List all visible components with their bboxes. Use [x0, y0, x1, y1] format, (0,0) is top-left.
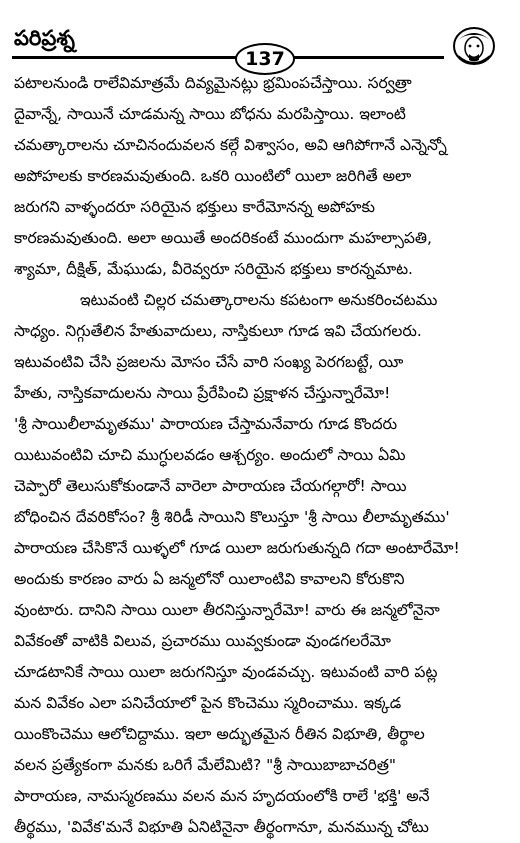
text-line: హేతు, నాస్తికవాదులను సాయి ప్రేరేపించి ప్రక్షాళన చేస్తున్నారేమో! — [14, 384, 391, 402]
text-line: బోధించిన దేవరికోసం? శ్రీ శిరిడీ సాయిని కొలుస్తూ 'శ్రీ సాయి లీలామృతము' — [14, 508, 450, 526]
sai-baba-portrait-icon — [450, 26, 498, 68]
text-line: పారాయణ, నామస్మరణము వలన మన హృదయంలోకి రాలే 'భక్తి' అనే — [14, 787, 430, 805]
text-line: చెప్పారో తెలుసుకోకుండానే వారెలా పారాయణ చేయగల్గారో! సాయి — [14, 477, 407, 495]
page-number: 137 — [245, 48, 285, 70]
text-line: వుంటారు. దానిని సాయి యిలా తీరనిస్తున్నారేమో! వారు ఈ జన్మలోనైనా — [14, 601, 440, 619]
text-line: చూడటానికే సాయి యిలా జరుగనిస్తూ వుండవచ్చు. ఇటువంటి వారి పట్ల — [14, 663, 438, 681]
text-line: కారణమవుతుంది. అలా అయితే అందరికంటే ముందుగా మహల్సాపతి, — [14, 229, 432, 247]
text-line: యింకొంచెము ఆలోచిద్దాము. ఇలా అద్భుతమైన రీతిన విభూతి, తీర్థాల — [14, 725, 425, 743]
text-line: మన వివేకం ఎలా పనిచేయాలో పైన కొంచెము స్మరించాము. ఇక్కడ — [14, 694, 402, 712]
text-line: ఇటువంటివి చేసి ప్రజలను మోసం చేసే వారి సంఖ్య పెరగబట్టే, యీ — [14, 353, 404, 371]
text-line: వివేకంతో వాటికి విలువ, ప్రచారము యివ్వకుండా వుండగలరేమో — [14, 632, 391, 650]
text-line: వలన ప్రత్యేకంగా మనకు ఒరిగే మేలేమిటి? "శ్రీ సాయిబాబాచరిత్ర" — [14, 756, 397, 774]
body-text — [14, 68, 504, 843]
text-line: 'శ్రీ సాయిలీలామృతము' పారాయణ చేస్తామనేవారు గూడ కొందరు — [14, 415, 398, 433]
text-line: దైవాన్నే, సాయినే చూడమన్న సాయి బోధను మరపిస్తాయి. ఇలాంటి — [14, 105, 406, 123]
text-line: శ్యామా, దీక్షిత్, మేఘుడు, వీరెవ్వరూ సరియైన భక్తులు కారన్నమాట. — [14, 260, 413, 278]
text-line: అపోహలకు కారణమవుతుంది. ఒకరి యింటిలో యిలా జరిగితే అలా — [14, 167, 412, 185]
text-line: జరుగని వాళ్ళందరూ సరియైన భక్తులు కారేమోనన్న అపోహకు — [14, 198, 375, 216]
text-line: పటాలనుండి రాలేవిమాత్రమే దివ్యమైనట్లు భ్రమింపచేస్తాయి. సర్వత్రా — [14, 74, 412, 92]
page-header — [0, 0, 520, 70]
header-rule — [12, 56, 444, 59]
text-line: సాధ్యం. నిగ్గుతేలిన హేతువాదులు, నాస్తికులూ గూడ ఇవి చేయగలరు. — [14, 322, 422, 340]
text-line: చమత్కారాలను చూచినందువలన కల్గే విశ్వాసం, అవి ఆగిపోగానే ఎన్నెన్నో — [14, 136, 447, 154]
text-line: ఇటువంటి చిల్లర చమత్కారాలను కపటంగా అనుకరించటము — [80, 291, 438, 309]
series-title: పరిప్రశ్న — [14, 26, 75, 50]
text-line: పారాయణ చేసికొనే యిళ్ళలో గూడ యిలా జరుగుతున్నది గదా అంటారేమో! — [14, 539, 460, 557]
text-line: తీర్థము, 'వివేక'మనే విభూతి ఏనిటినైనా తీర్థంగానూ, మనమున్న చోటు — [14, 818, 429, 836]
text-line: యిటువంటివి చూచి ముగ్ధులవడం ఆశ్చర్యం. అందులో సాయి ఏమి — [14, 446, 406, 464]
text-line: అందుకు కారణం వారు ఏ జన్మలోనో యిలాంటివి కావాలని కోరుకొని — [14, 570, 405, 588]
